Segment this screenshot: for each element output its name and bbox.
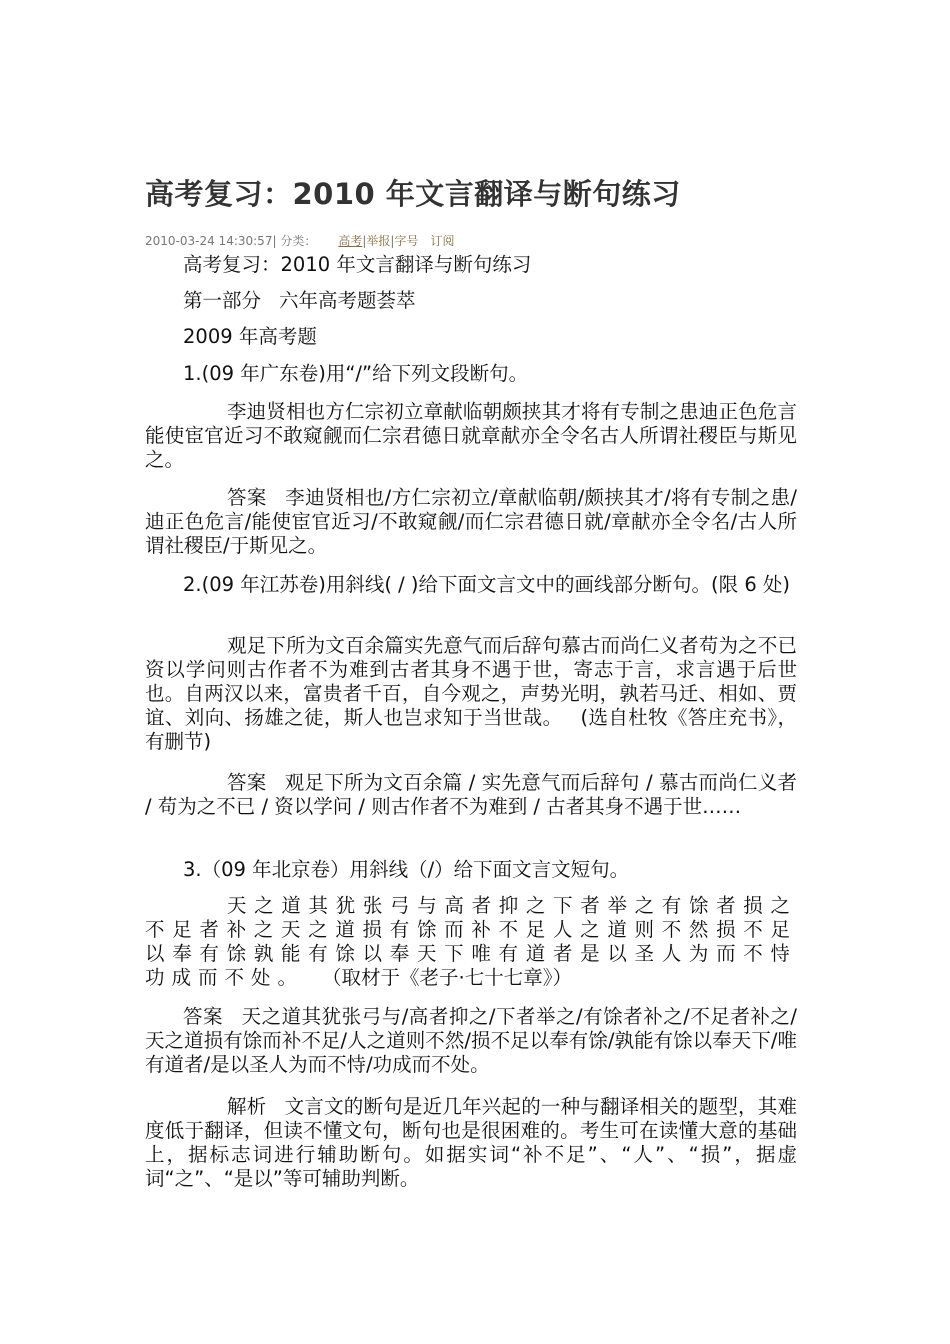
question-1-text: 李迪贤相也方仁宗初立章献临朝颇挟其才将有专制之患迪正色危言能使宦官近习不敢窥觎而仁宗君德日就章献亦全令名古人所谓社稷臣与斯见之。 <box>145 400 797 471</box>
question-1-prompt: 1.(09 年广东卷)用“/”给下列文段断句。 <box>183 362 529 385</box>
passage-text: 观足下所为文百余篇实先意气而后辞句慕古而尚仁义者苟为之不已资以学问则古作者不为难到古者其身不遇于世，寄志于言，求言遇于后世也。自两汉以来，富贵者千百，自今观之，声势光明，孰若马迁、相如、贾谊、刘向、扬雄之徒，斯人也岂求知于当世哉。 <box>145 634 797 729</box>
font-size-link[interactable]: 字号 <box>394 234 419 248</box>
passage-text: 天之道其犹张弓与高者抑之下者举之有馀者损之不足者补之天之道损有馀而补不足人之道则不然损不足以奉有馀孰能有馀以奉天下唯有道者是以圣人为而不恃功成而不处。 <box>145 894 797 989</box>
analysis-label: 解析 <box>227 1095 267 1118</box>
question-3-analysis <box>145 1095 797 1191</box>
passage-source: （取材于《老子·七十七章》） <box>322 966 572 989</box>
answer-label: 答案 <box>227 486 267 509</box>
question-1-answer <box>145 486 797 558</box>
meta-separator: | <box>362 234 367 248</box>
article-title: 高考复习：2010 年文言翻译与断句练习 <box>145 177 681 211</box>
passage-source: (选自杜牧《答庄充书》，有删节) <box>145 706 797 753</box>
question-3-text <box>145 894 797 990</box>
question-3-prompt: 3.（09 年北京卷）用斜线（/）给下面文言文短句。 <box>183 858 630 881</box>
article-meta <box>145 232 455 249</box>
question-2-answer <box>145 771 797 819</box>
post-timestamp: 2010-03-24 14:30:57| <box>145 234 277 248</box>
body-subtitle: 高考复习：2010 年文言翻译与断句练习 <box>183 253 532 276</box>
year-heading: 2009 年高考题 <box>183 325 317 348</box>
category-label: 分类： <box>280 234 317 248</box>
subscribe-link[interactable]: 订阅 <box>430 234 455 248</box>
meta-separator: | <box>390 234 395 248</box>
part-title: 六年高考题荟萃 <box>279 289 416 312</box>
category-link[interactable]: 高考 <box>338 234 363 248</box>
answer-label: 答案 <box>227 771 267 794</box>
analysis-text: 文言文的断句是近几年兴起的一种与翻译相关的题型，其难度低于翻译，但读不懂文句，断句也是很困难的。考生可在读懂大意的基础上，据标志词进行辅助断句。如据实词“补不足”、“人”、“损”，据虚词“之”、“是以”等可辅助判断。 <box>145 1095 797 1190</box>
question-2-text <box>145 634 797 754</box>
answer-text: 天之道其犹张弓与/高者抑之/下者举之/有馀者补之/不足者补之/天之道损有馀而补不足/人之道则不然/损不足以奉有馀/孰能有馀以奉天下/唯有道者/是以圣人为而不恃/功成而不处。 <box>145 1005 797 1076</box>
answer-label: 答案 <box>183 1005 224 1028</box>
part-label: 第一部分 <box>183 289 262 312</box>
part-heading <box>145 289 797 313</box>
report-link[interactable]: 举报 <box>366 234 391 248</box>
question-3-answer <box>145 1005 797 1077</box>
answer-text: 观足下所为文百余篇 / 实先意气而后辞句 / 慕古而尚仁义者 / 苟为之不已 / 资以学问 / 则古作者不为难到 / 古者其身不遇于世…… <box>145 771 797 818</box>
answer-text: 李迪贤相也/方仁宗初立/章献临朝/颇挟其才/将有专制之患/迪正色危言/能使宦官近习/不敢窥觎/而仁宗君德日就/章献亦全令名/古人所谓社稷臣/于斯见之。 <box>145 486 797 557</box>
question-2-prompt: 2.(09 年江苏卷)用斜线( / )给下面文言文中的画线部分断句。(限 6 处) <box>183 573 791 596</box>
